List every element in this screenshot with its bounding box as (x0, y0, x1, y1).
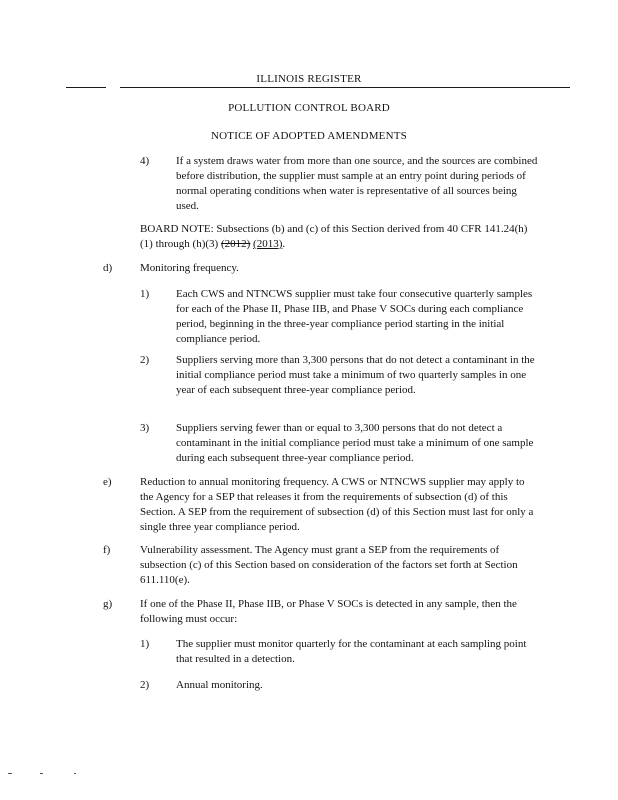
scan-speck (74, 773, 76, 774)
subsection-text: Vulnerability assessment. The Agency must grant a SEP from the requirements of subsection (c) of this Section based on consideration of the factors set forth at Section 611.110(e). (140, 544, 518, 586)
board-note-suffix: . (282, 238, 286, 250)
paragraph-label: 2) (140, 354, 150, 366)
subsection-heading: Monitoring frequency. (140, 262, 239, 274)
paragraph-text: Each CWS and NTNCWS supplier must take four consecutive quarterly samples for each of the Phase II, Phase IIB, and Phase V SOCs during each compliance period, beginning in the three-year compliance period starting in the initial compliance period. (176, 288, 533, 345)
paragraph-text: Suppliers serving more than 3,300 persons that do not detect a contaminant in the initial compliance period must take a minimum of two quarterly samples in one year of each subsequent three-year compliance period. (176, 354, 535, 396)
paragraph-label: 2) (140, 679, 150, 691)
paragraph-label: 1) (140, 288, 150, 300)
board-note-inserted-year: (2013) (253, 238, 283, 250)
subsection-label: g) (103, 598, 113, 610)
board-note-text (140, 222, 538, 252)
scan-speck (8, 773, 12, 774)
paragraph-label: 4) (140, 155, 150, 167)
paragraph-label: 3) (140, 422, 150, 434)
notice-title: NOTICE OF ADOPTED AMENDMENTS (211, 130, 407, 142)
header-rule-left-segment (66, 87, 106, 88)
subsection-text: Reduction to annual monitoring frequency. A CWS or NTNCWS supplier may apply to the Agency for a SEP that releases it from the requirements of subsection (d) of this Section. A SEP from the requirement of subsection (d) of this Section must last for only a single three year compliance period. (140, 476, 534, 533)
subsection-label: d) (103, 262, 113, 274)
board-note-deleted-year: (2012) (220, 238, 251, 250)
board-title: POLLUTION CONTROL BOARD (228, 102, 390, 114)
subsection-label: e) (103, 476, 112, 488)
register-title: ILLINOIS REGISTER (256, 73, 362, 85)
paragraph-label: 1) (140, 638, 150, 650)
subsection-label: f) (103, 544, 111, 556)
paragraph-text: The supplier must monitor quarterly for the contaminant at each sampling point that resulted in a detection. (176, 638, 527, 665)
header-rule (120, 87, 570, 88)
paragraph-text: Annual monitoring. (176, 679, 263, 691)
board-note-prefix: BOARD NOTE: Subsections (b) and (c) of this Section derived from 40 CFR 141.24(h)(1) through (h)(3) (140, 223, 528, 250)
subsection-text: If one of the Phase II, Phase IIB, or Phase V SOCs is detected in any sample, then the following must occur: (140, 598, 517, 625)
paragraph-text: If a system draws water from more than one source, and the sources are combined before distribution, the supplier must sample at an entry point during periods of normal operating conditions when water is representative of all sources being used. (176, 155, 538, 212)
scan-speck (40, 773, 43, 774)
paragraph-text: Suppliers serving fewer than or equal to 3,300 persons that do not detect a contaminant in the initial compliance period must take a minimum of one sample during each subsequent three-year compliance period. (176, 422, 534, 464)
